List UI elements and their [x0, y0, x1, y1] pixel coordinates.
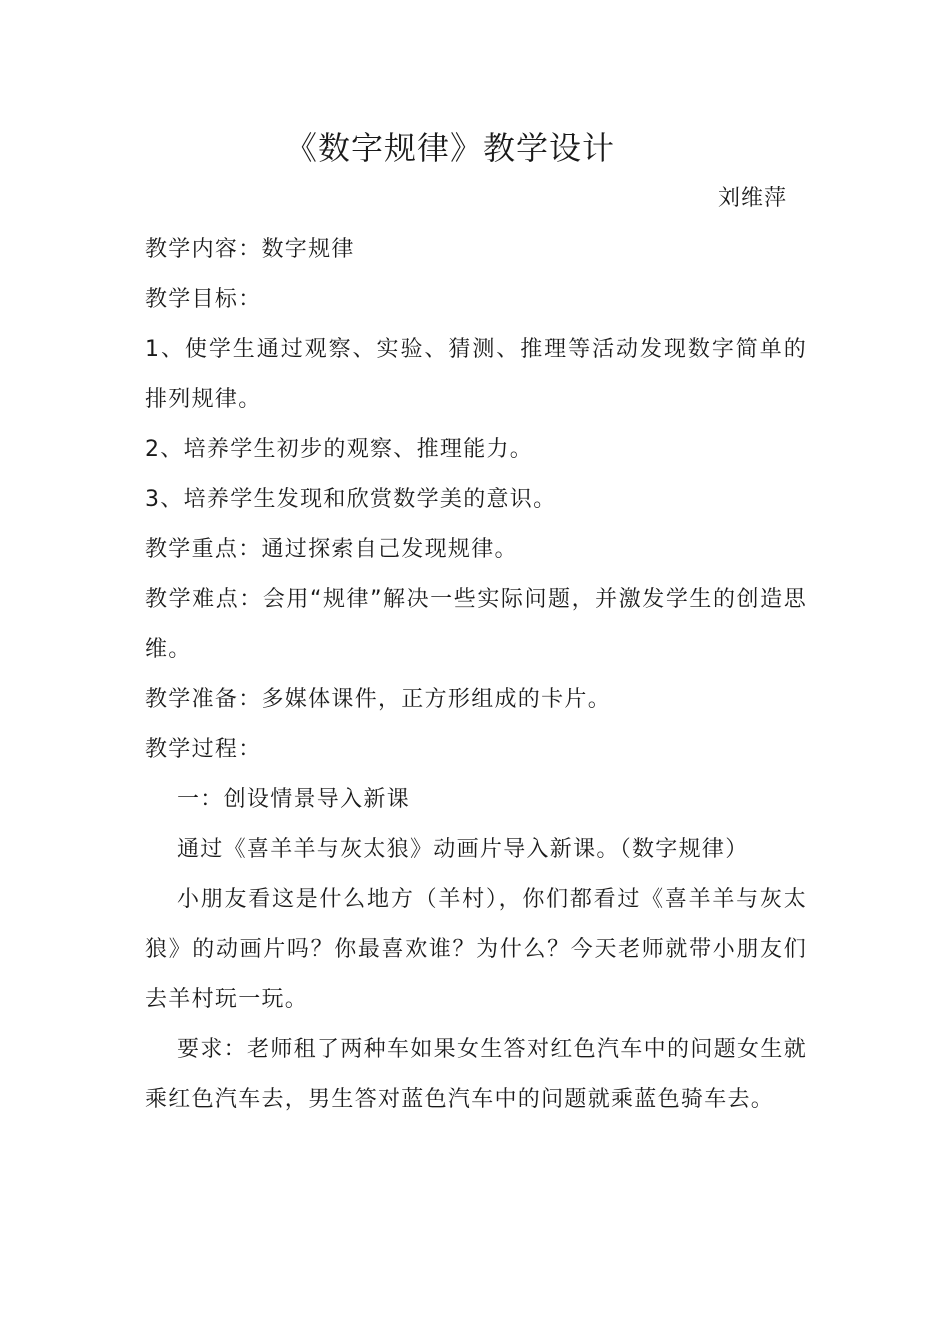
- paragraph-teaching-goals: 教学目标：: [145, 287, 262, 312]
- paragraph-requirements: 要求：老师租了两种车如果女生答对红色汽车中的问题女生就乘红色汽车去，男生答对蓝色汽车中的问题就乘蓝色骑车去。: [145, 1037, 807, 1112]
- paragraph-preparation: 教学准备：多媒体课件，正方形组成的卡片。: [145, 687, 612, 712]
- paragraph-process: 教学过程：: [145, 737, 262, 762]
- paragraph-goal-3: 3、培养学生发现和欣赏数学美的意识。: [145, 487, 557, 512]
- paragraph-difficulties: 教学难点：会用“规律”解决一些实际问题，并激发学生的创造思维。: [145, 587, 807, 662]
- paragraph-village: 小朋友看这是什么地方（羊村），你们都看过《喜羊羊与灰太狼》的动画片吗？你最喜欢谁？为什么？今天老师就带小朋友们去羊村玩一玩。: [145, 887, 807, 1012]
- paragraph-goal-1: 1、使学生通过观察、实验、猜测、推理等活动发现数字简单的排列规律。: [145, 337, 807, 412]
- document-author: 刘维萍: [718, 186, 788, 211]
- paragraph-intro-video: 通过《喜羊羊与灰太狼》动画片导入新课。（数字规律）: [177, 837, 749, 862]
- paragraph-goal-2: 2、培养学生初步的观察、推理能力。: [145, 437, 534, 462]
- paragraph-teaching-content: 教学内容：数字规律: [145, 237, 355, 262]
- document-title: 《数字规律》教学设计: [284, 129, 615, 167]
- paragraph-section-1: 一：创设情景导入新课: [177, 787, 411, 812]
- paragraph-key-points: 教学重点：通过探索自己发现规律。: [145, 537, 518, 562]
- document-body: [145, 225, 807, 1125]
